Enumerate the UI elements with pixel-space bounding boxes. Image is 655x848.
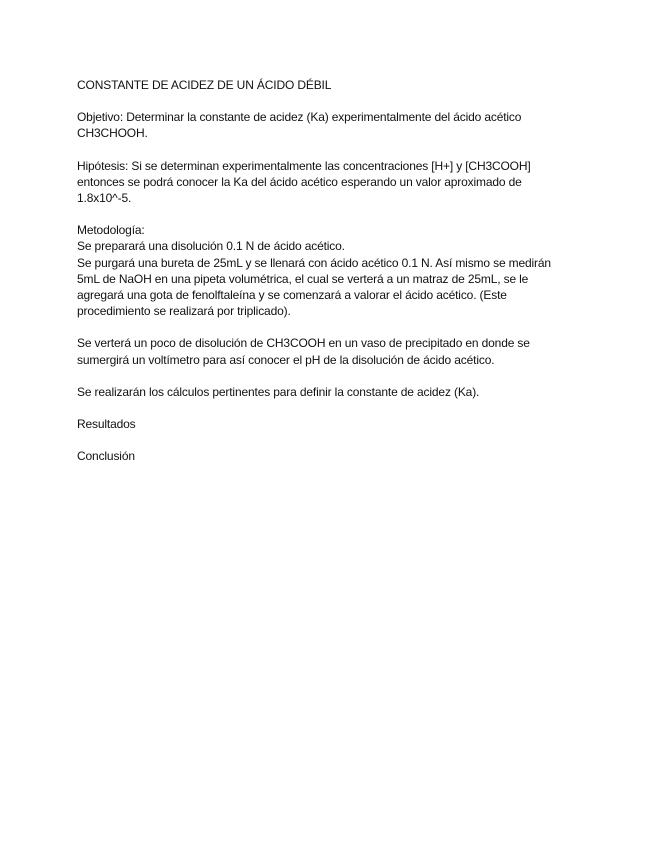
hypothesis-line: 1.8x10^-5. [77, 191, 132, 206]
document-title: CONSTANTE DE ACIDEZ DE UN ÁCIDO DÉBIL [77, 78, 332, 92]
methodology-paragraph [77, 222, 577, 319]
objective-line: Objetivo: Determinar la constante de acidez (Ka) experimentalmente del ácido acético [77, 110, 522, 125]
methodology-heading: Metodología: [77, 223, 145, 238]
objective-paragraph [77, 109, 577, 141]
methodology-line: Se purgará una bureta de 25mL y se llenará con ácido acético 0.1 N. Así mismo se medirán [77, 255, 551, 270]
hypothesis-line: entonces se podrá conocer la Ka del ácido acético esperando un valor aproximado de [77, 174, 522, 189]
ph-measurement-paragraph [77, 335, 577, 367]
results-section [77, 416, 577, 432]
hypothesis-paragraph [77, 158, 577, 207]
document-title-block [77, 77, 577, 93]
methodology-line: procedimiento se realizará por triplicado). [77, 304, 291, 319]
ph-measurement-line: sumergirá un voltímetro para así conocer el pH de la disolución de ácido acético. [77, 352, 495, 367]
conclusion-heading: Conclusión [77, 449, 135, 464]
calculations-paragraph [77, 384, 577, 400]
objective-line: CH3CHOOH. [77, 126, 148, 141]
methodology-line: 5mL de NaOH en una pipeta volumétrica, el cual se verterá a un matraz de 25mL, se le [77, 271, 529, 286]
conclusion-section [77, 448, 577, 464]
calculations-line: Se realizarán los cálculos pertinentes para definir la constante de acidez (Ka). [77, 384, 480, 399]
document-body [77, 77, 577, 480]
methodology-line: Se preparará una disolución 0.1 N de ácido acético. [77, 239, 345, 254]
methodology-line: agregará una gota de fenolftaleína y se comenzará a valorar el ácido acético. (Este [77, 288, 507, 303]
results-heading: Resultados [77, 417, 136, 432]
hypothesis-line: Hipótesis: Si se determinan experimentalmente las concentraciones [H+] y [CH3COOH] [77, 158, 531, 173]
ph-measurement-line: Se verterá un poco de disolución de CH3COOH en un vaso de precipitado en donde se [77, 336, 530, 351]
